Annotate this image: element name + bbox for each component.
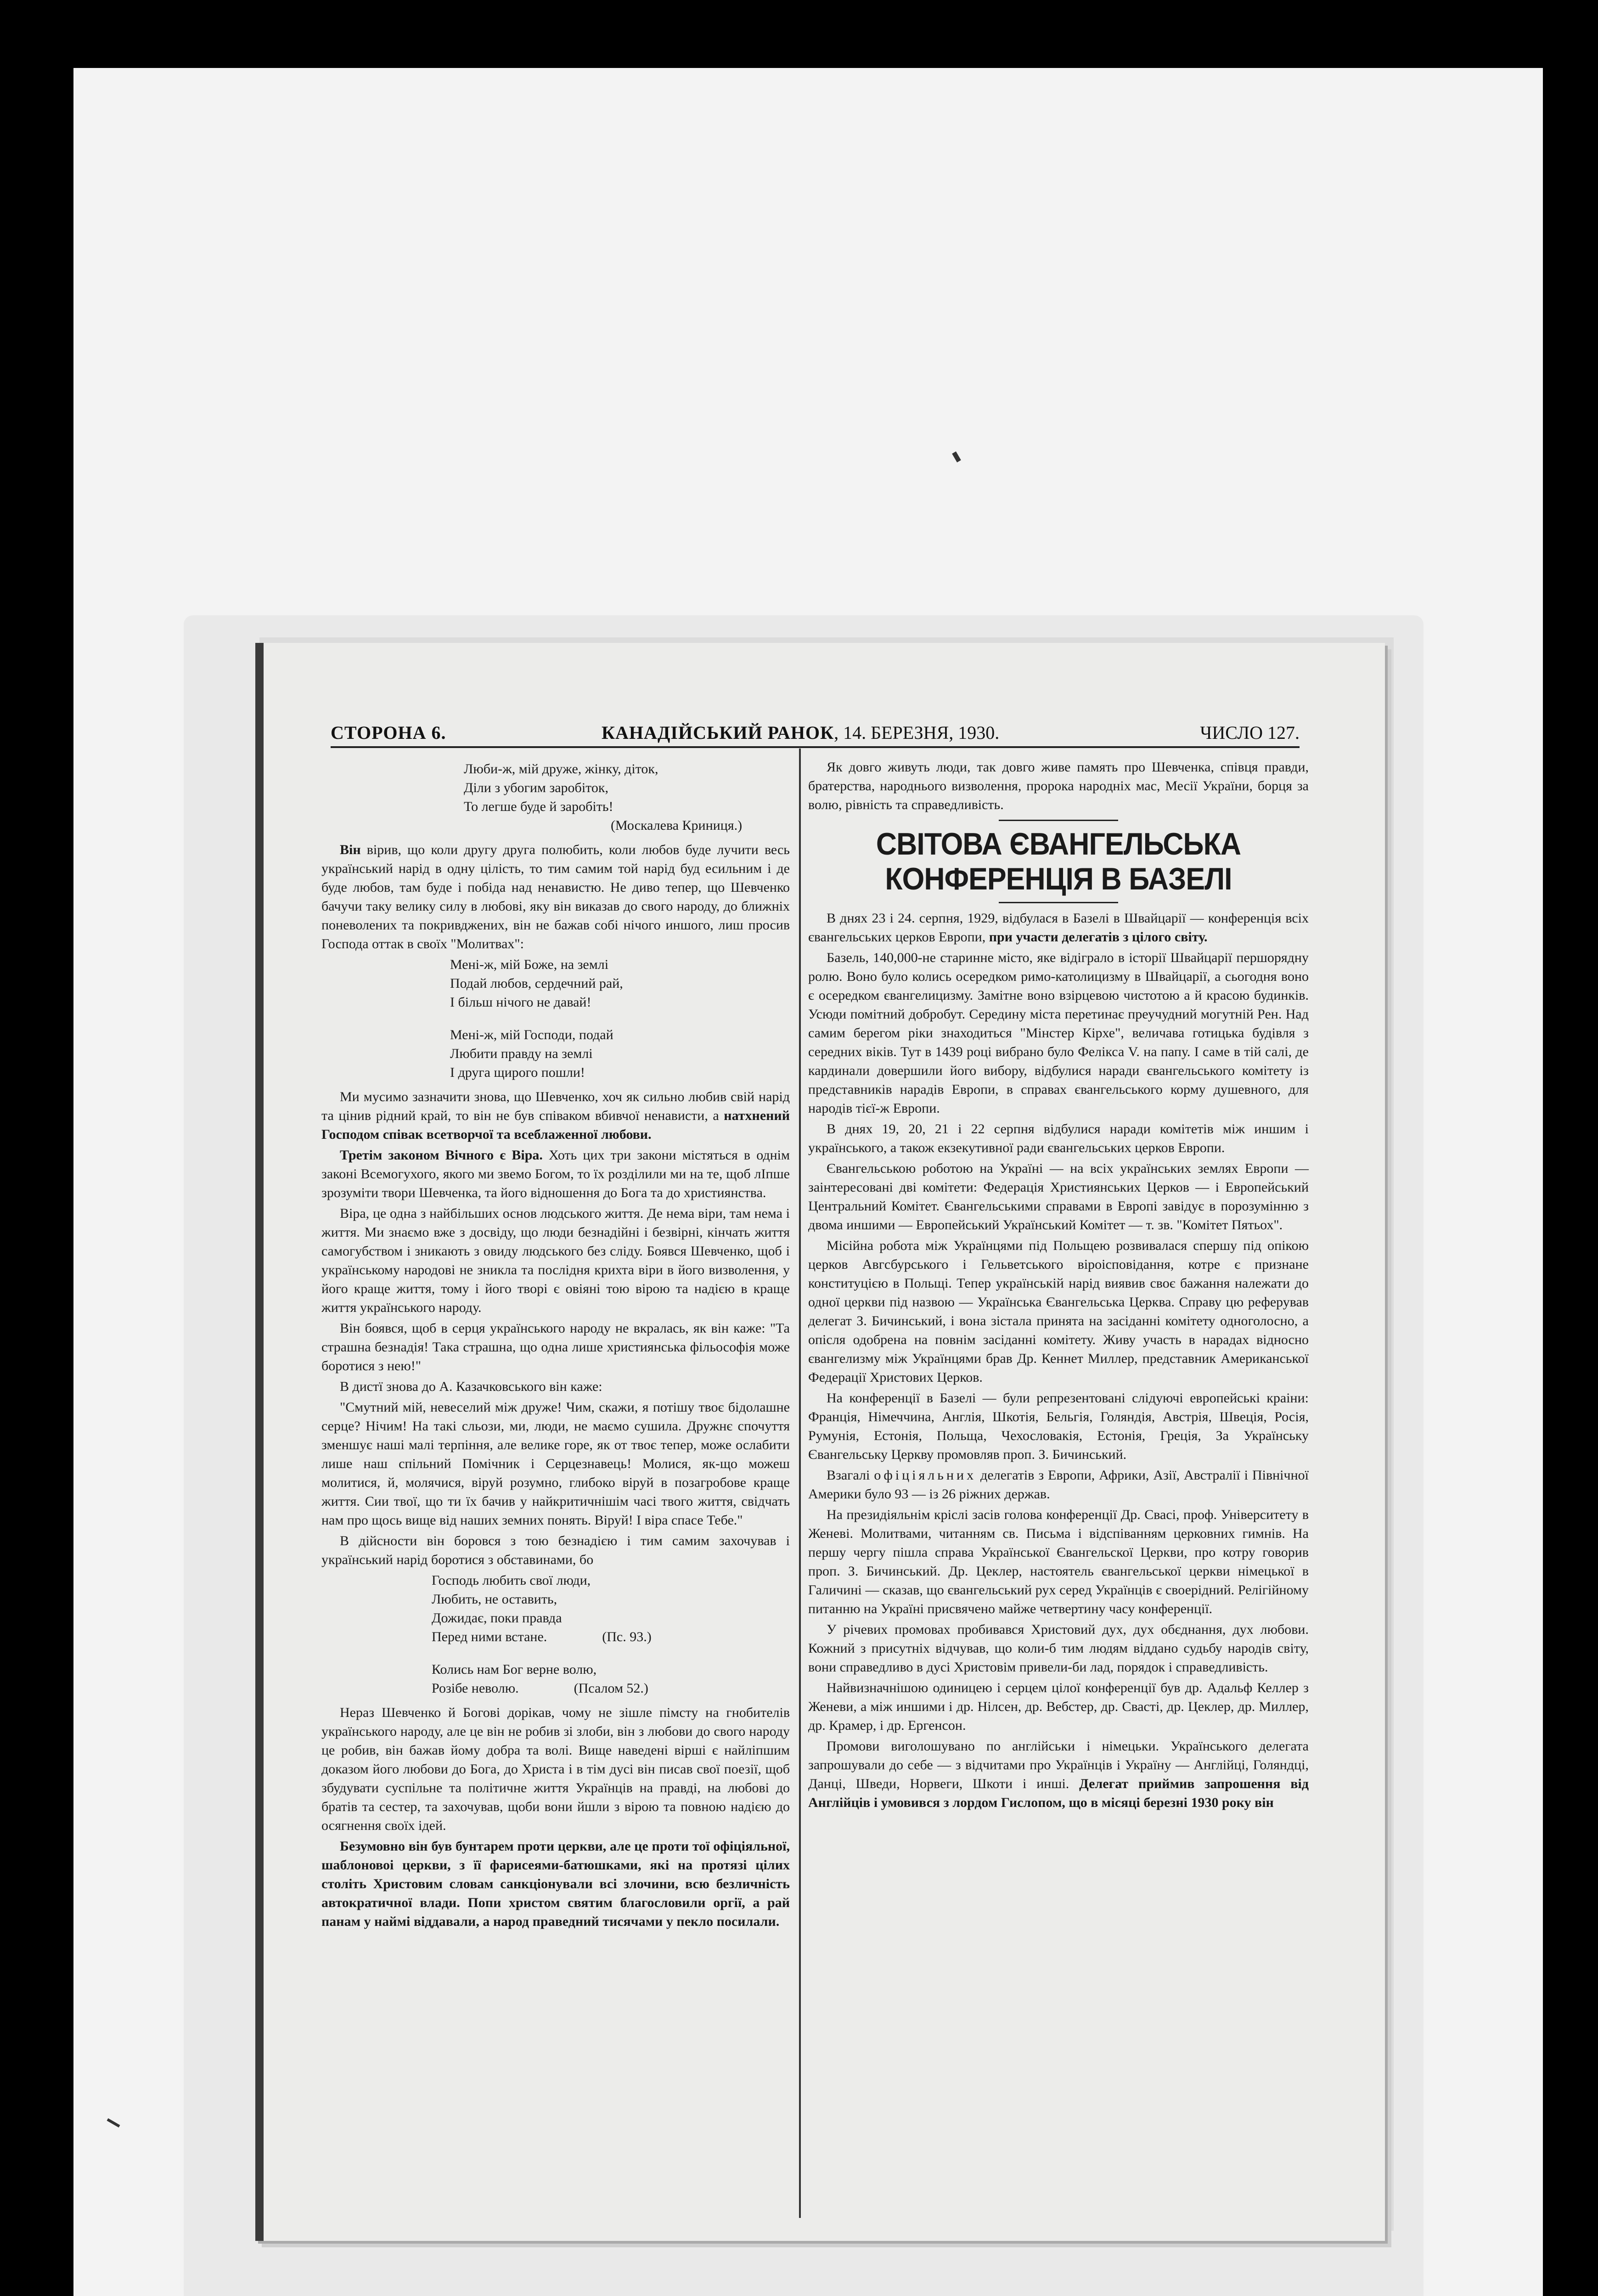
paragraph: На конференції в Базелі — були репрезентовані слідуючі европейські краіни: Франція, Німеччина, Англія, Шкотія, Бельгія, Голяндія, Австрія, Швеція, Росія, Румунія, Естонія, Польща, Чехословакія, Естонія, Греція, За Українську Євангельську Церкву промовляв проп. З. Бичинський. <box>808 1390 1309 1462</box>
verse-line: Люби-ж, мій друже, жінку, діток, <box>464 761 658 777</box>
paragraph <box>321 840 790 953</box>
psalm-reference: (Псалом 52.) <box>574 1681 648 1696</box>
paragraph: В дистї знова до А. Казачковського він каже: <box>340 1379 602 1394</box>
verse-line: Мені-ж, мій Боже, на землі <box>450 957 609 972</box>
paragraph <box>321 1146 790 1202</box>
verse-line: Господь любить свої люди, <box>432 1573 591 1588</box>
verse-1 <box>464 760 790 835</box>
bold-phrase: Делегат приймив запрошення від Англійців і умовився з лордом Гислопом, що в місяці березні 1930 року він <box>808 1776 1309 1810</box>
paragraph: Базель, 140,000-не старинне місто, яке відіграло в історії Швайцарії першорядну ролю. Воно було колись осередком римо-католицизму в Швайцарії, а сьогодня воно є осередком євангелицизму. Замітне воно взірцевою чистотою а й красою будинків. Усюди помітний добробут. Середину міста перетинає преучудний могутній Рен. Над самим берегом ріки знаходиться "Мінстер Кірхе", величава готицька будівля з середних віків. Тут в 1439 році вибрано було Фелікса V. на папу. І саме в тій салі, де кардинали довершили його вибору, відбулися наради євангельського комітету із представників нарадів Европи, в справах євангельського корму душевного, для народів тієї-ж Европи. <box>808 950 1309 1116</box>
bold-phrase: Третім законом Вічного є Віра. <box>340 1148 543 1163</box>
verse-line: Діли з убогим заробіток, <box>464 780 608 795</box>
verse-3 <box>432 1571 790 1698</box>
issue-date: 14. БЕРЕЗНЯ, 1930. <box>843 722 1000 743</box>
paragraph: У річевих промовах пробивався Христовий дух, дух обєднання, дух любови. Кожний з присутніх відчував, що коли-б тим людям віддано судьбу народів світу, вони справедливо в дусі Христовім привели-би лад, порядок і справедливість. <box>808 1622 1309 1675</box>
bold-phrase: натхнений Господом співак всетворчої та всеблаженної любови. <box>321 1108 790 1142</box>
page-number: СТОРОНА 6. <box>331 722 446 743</box>
bold-phrase: при участи делегатів з цілого світу. <box>989 929 1208 945</box>
paragraph <box>808 909 1309 946</box>
verse-2 <box>450 955 790 1082</box>
paragraph: Безумовно він був бунтарем проти церкви, але це проти тої офіціяльної, шаблоновоі церкви, з її фарисеями-батюшками, які на протязі цілих століть Христовим словам санкціонували всі злочини, всю безличність автократичної влади. Попи христом святим благословили оргії, а рай панам у наймі віддавали, а народ праведний тисячами у пекло посилали. <box>321 1839 790 1929</box>
psalm-reference: (Пс. 93.) <box>602 1629 652 1644</box>
paragraph-text: Взагалі <box>827 1468 874 1483</box>
verse-attribution: (Москалева Криниця.) <box>611 818 743 833</box>
paragraph-text: Промови виголошувано по англійськи і німецьки. Українського делегата запрошували до себе — з відчитами про Українців і Україну — Англійці, Голяндці, Данці, Шведи, Норвеги, Шкоти і инші. <box>808 1739 1309 1791</box>
verse-line: Подай любов, сердечний рай, <box>450 976 623 991</box>
paragraph: В дійсности він боровся з тою безнадією і тим самим захочував і український нарід боротися з обставинами, бо <box>321 1533 790 1567</box>
paragraph: Нераз Шевченко й Богові дорікав, чому не зішле пімсту на гнобителів українського народу, але це він не робив зі злоби, він з любови до свого народу це робив, він бажав йому добра та волі. Вище наведені вірші є найліпшим доказом його любови до Бога, до Христа і в тім дусі він писав свої поезії, щоб збудувати суспільне та політичне життя Українців на правді, на любові до братів та сестер, та захочував, щоби вони йшли з вірою та повною надією до осягнення своїх ідей. <box>321 1705 790 1833</box>
spaced-word: офіціяльних <box>874 1468 977 1483</box>
left-column <box>321 758 790 1933</box>
paragraph-text: Ми мусимо зазначити знова, що Шевченко, хоч як сильно любив свій нарід та цінив рідний край, то він не був співаком вбивчої ненависти, а <box>321 1089 790 1123</box>
verse-line: То легше буде й заробіть! <box>464 799 613 814</box>
verse-line: Колись нам Бог верне волю, <box>432 1662 597 1677</box>
verse-line: Розібе неволю. (Псалом 52.) <box>432 1679 790 1698</box>
paragraph: В днях 19, 20, 21 і 22 серпня відбулися наради комітетів між иншим і українського, а також екзекутивної ради євангельських церков Европи. <box>808 1121 1309 1155</box>
paragraph: Як довго живуть люди, так довго живе память про Шевченка, співця правди, братерства, народнього визволення, пророка народніх мас, Месії України, борця за волю, рівність та справедливість. <box>808 760 1309 812</box>
title-rule <box>999 820 1118 821</box>
verse-line: Мені-ж, мій Господи, подай <box>450 1027 613 1042</box>
paragraph-text: вірив, що коли другу друга полюбить, коли любов буде лучити весь український нарід в одну цілість, то тим самим той нарід буд есильним і де буде любов, там буде і побіда над ненавистю. Не диво тепер, що Шевченко бачучи таку велику силу в любові, яку він виказав до свого народу, до ближніх поневолених та покривджених, він не бажав собі нічого иншого, лиш просив Господа оттак в своїх "Молитвах": <box>321 842 790 951</box>
paragraph: Він боявся, щоб в серця українського народу не вкралась, як він каже: "Та страшна безнадія! Така страшна, що одна лише християнська фільософія може боротися з нею!" <box>321 1321 790 1373</box>
paragraph-text: В днях 23 і 24. серпня, 1929, відбулася в Базелі в Швайцарії — конференція всіх євангельських церков Европи, <box>808 911 1309 945</box>
verse-line: Любити правду на землі <box>450 1046 593 1061</box>
masthead: КАНАДІЙСЬКИЙ РАНОК, 14. БЕРЕЗНЯ, 1930. <box>602 722 1000 743</box>
paragraph: Євангельською роботою на Україні — на всіх українських землях Европи — заінтересовані дві комітети: Федерація Християнських Церков — і Европейський Центральний Комітет. Євангельськими справами в Европі завідує в порозумінню з двома иншими — Европейський Український Комітет — т. зв. "Комітет Пятьох". <box>808 1161 1309 1232</box>
paragraph: Місійна робота між Українцями під Польщею розвивалася спершу під опікою церков Авгсбурського і Гельветського віроісповідання, котре є признане конституцією в Польщі. Тепер українській нарід виявив своє бажання належати до одної церкви під назвою — Українська Євангельська Церква. Справу цю реферував делегат З. Бичинський, і вона зістала принята на засіданні комітету одноголосно, а опісля одобрена на повнім засіданні комітету. Живу участь в нарадах відносно євангелизму між Українцями брав Др. Кеннет Миллер, представник Американської Федерації Христових Церков. <box>808 1238 1309 1385</box>
verse-line: Любить, не оставить, <box>432 1592 557 1607</box>
article-title: СВІТОВА ЄВАНГЕЛЬСЬКА КОНФЕРЕНЦІЯ В БАЗЕЛІ <box>876 827 1241 896</box>
header-rule <box>331 746 1300 748</box>
verse-line: І друга щирого пошли! <box>450 1065 585 1080</box>
paragraph-text: делегатів з Европи, Африки, Азії, Австралії і Північної Америки було 93 — із 26 ріжних держав. <box>808 1468 1309 1502</box>
column-divider <box>799 748 801 2218</box>
paragraph: Найвизначнішою одиницею і серцем цілої конференції був др. Адальф Келлер з Женеви, а між иншими і др. Нілсен, др. Вебстер, др. Свасті, др. Цеклер, др. Миллер, др. Крамер, і др. Ергенсон. <box>808 1680 1309 1733</box>
page-header <box>331 722 1300 745</box>
paragraph: Віра, це одна з найбільших основ людського життя. Де нема віри, там нема і життя. Ми знаємо вже з досвіду, що люди безнадійні і безвірні, кінчать життя самогубством і зникають з овиду людського без сліду. Боявся Шевченко, щоб і українському народові не зникла та послідня крихта віри в його визволення, у його краще життя, тому і його творі є овіяні тою вірою та надією в краще життя українського народу. <box>321 1206 790 1315</box>
right-column <box>808 758 1309 1814</box>
paragraph: "Смутний мій, невеселий між друже! Чим, скажи, я потішу твоє бідолашне серце? Нічим! На такі сльози, ми, люди, не маємо сушила. Дружнє спочуття зменшує наші малі терпіння, але велике горе, як от твоє тепер, може ослабити лише наш спільний Помічник і Серцезнавець! Молися, як-що можеш молитися, й, молячися, віруй розумно, глибоко віруй в позагробове краще життя. Сии твої, що ти їх бачив у найкритичнішім часі твого життя, свідчать нам про щось вище від наших земних понять. Віруй! І віра спасе Тебе." <box>321 1400 790 1528</box>
lead-word: Він <box>340 842 361 857</box>
page-edge <box>255 643 264 2241</box>
paragraph <box>808 1466 1309 1503</box>
paragraph <box>321 1087 790 1144</box>
paragraph: На президіяльнім кріслі засів голова конференції Др. Свасі, проф. Університету в Женеві. Молитвами, читанням св. Письма і відспіванням церковних гимнів. На першу чергу пішла справа Української Євангельскої Церкви, про котру говорив проп. З. Бичинський. Др. Цеклер, настоятель євангельської церкви німецької в Галичині — сказав, що євангельський рух серед Українців є своерідний. Релігійному питанню на Україні присвячено майже четвертину часу конференції. <box>808 1507 1309 1616</box>
verse-line: Перед ними встане. (Пс. 93.) <box>432 1627 790 1646</box>
title-rule <box>999 902 1118 903</box>
verse-line: І більш нічого не давай! <box>450 995 591 1010</box>
paper-name: КАНАДІЙСЬКИЙ РАНОК <box>602 722 834 743</box>
issue-number: ЧИСЛО 127. <box>1200 722 1300 743</box>
paragraph <box>808 1737 1309 1812</box>
verse-line: Дожидає, поки правда <box>432 1610 562 1626</box>
paragraph-text: Хоть цих три закони містяться в однім законі Всемогухого, якого ми звемо Богом, то їх розділили ми на те, щоб лІпше зрозуміти твори Шевченка, та його відношення до Бога та до християнства. <box>321 1148 790 1200</box>
